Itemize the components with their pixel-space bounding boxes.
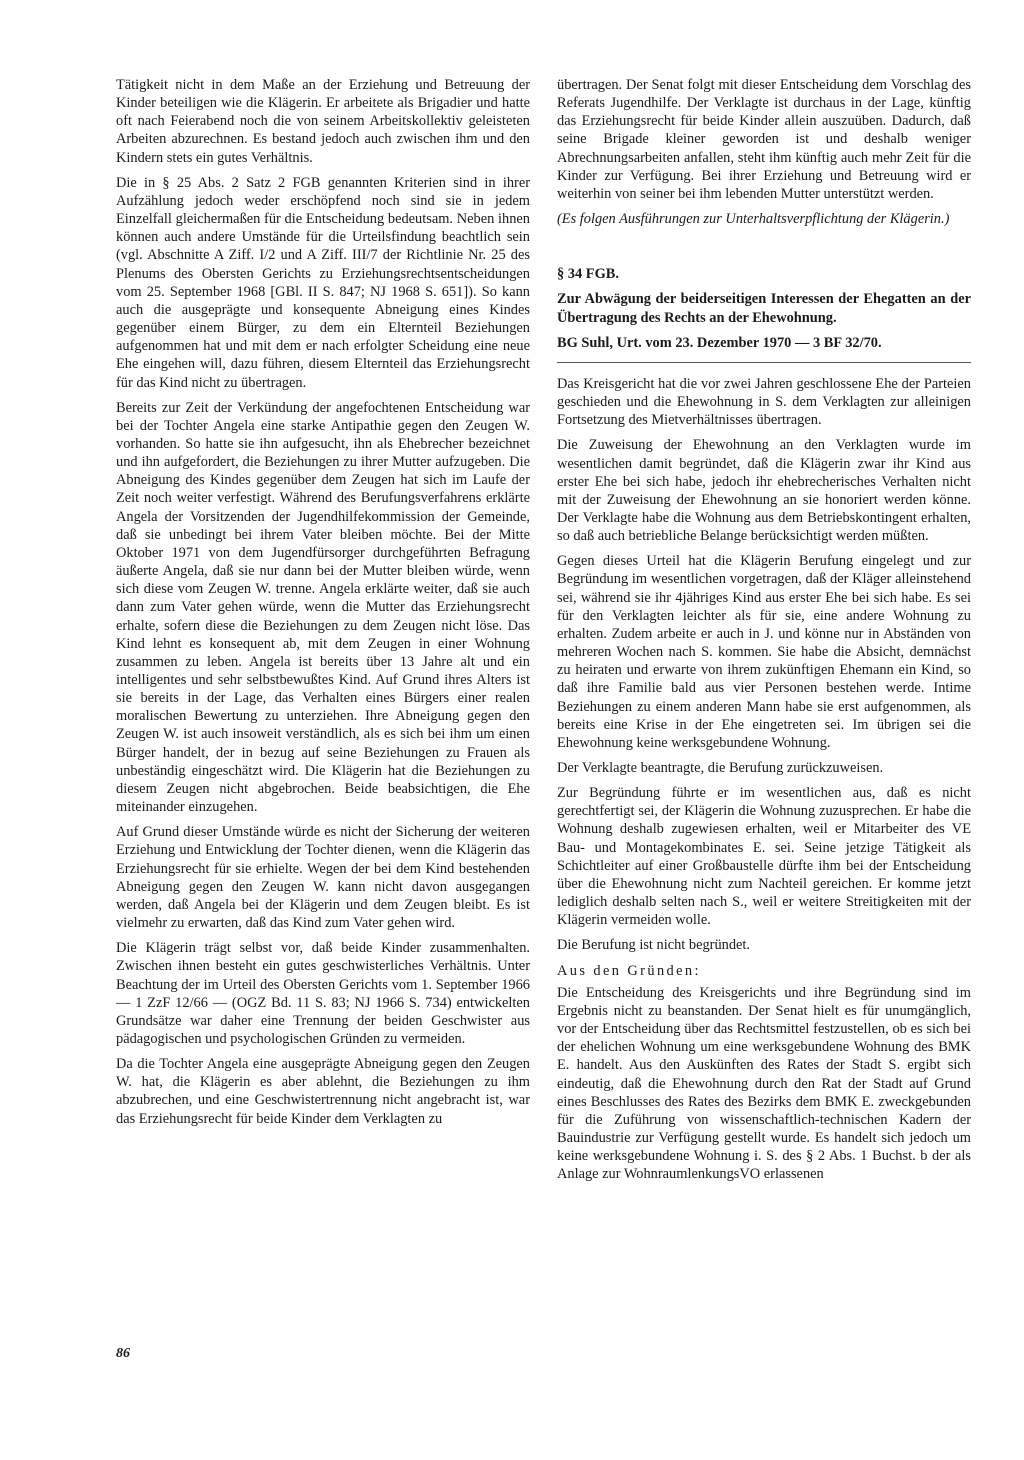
right-paragraph-2: Die Zuweisung der Ehewohnung an den Verklagten wurde im wesentlichen damit begründet, daß die Klägerin zwar ihr Kind aus erster Ehe bei sich habe, jedoch ihr ehebrecherisches Verhalten nicht mit der Zuweisung der Ehewohnung an sie honoriert werden könne. Der Verklagte habe die Wohnung aus dem Betriebskontingent erhalten, so daß auch betriebliche Belange berücksichtigt werden müßten. <box>557 437 971 545</box>
left-column <box>116 76 530 1135</box>
reasons-heading: Aus den Gründen: <box>557 962 701 979</box>
left-paragraph-2: Die in § 25 Abs. 2 Satz 2 FGB genannten Kriterien sind in ihrer Aufzählung jedoch weder erschöpfend noch sind sie in jedem Einzelfall gleichermaßen für die Entscheidung bedeutsam. Neben ihnen können auch andere Umstände für die Urteilsfindung beachtlich sein (vgl. Abschnitte A Ziff. I/2 und A Ziff. III/7 der Richtlinie Nr. 25 des Plenums des Obersten Gerichts zu Erziehungsrechtsentscheidungen vom 25. September 1968 [GBl. II S. 847; NJ 1968 S. 651]). So kann auch die ausgeprägte und konsequente Abneigung eines Kindes gegenüber einem Bürger, zu dem ein Elternteil Beziehungen aufgenommen hat und mit dem er nach erfolgter Scheidung eine neue Ehe eingehen will, dazu führen, diesem Elternteil das Erziehungsrecht für das Kind nicht zu übertragen. <box>116 174 530 391</box>
left-paragraph-5: Die Klägerin trägt selbst vor, daß beide Kinder zusammenhalten. Zwischen ihnen besteht ein gutes geschwisterliches Verhältnis. Unter Beachtung der im Urteil des Obersten Gerichts vom 1. September 1966 — 1 ZzF 12/66 — (OGZ Bd. 11 S. 83; NJ 1966 S. 734) entwickelten Grundsätze war daher eine Trennung der beiden Geschwister aus pädagogischen und psychologischen Gründen zu vermeiden. <box>116 940 530 1047</box>
case-citation: BG Suhl, Urt. vom 23. Dezember 1970 — 3 BF 32/70. <box>557 334 882 351</box>
section-divider <box>557 362 971 363</box>
headnote: Zur Abwägung der beiderseitigen Interessen der Ehegatten an der Übertragung des Rechts an der Ehewohnung. <box>557 291 971 326</box>
right-paragraph-3: Gegen dieses Urteil hat die Klägerin Berufung eingelegt und zur Begründung im wesentlichen vorgetragen, daß der Kläger alleinstehend sei, während sie ihr 4jähriges Kind aus erster Ehe bei sich habe. Es sei für den Verklagten leichter als für sie, eine andere Wohnung zu erhalten. Zudem arbeite er auch in J. und könne nur in Abständen von mehreren Wochen nach S. kommen. Sie habe die Absicht, demnächst zu heiraten und erwarte von ihrem zukünftigen Ehemann ein Kind, so daß ihre Familie bald aus vier Personen bestehen werde. Intime Beziehungen zu einem anderen Mann habe sie erst aufgenommen, als bereits eine Krise in der Ehe eingetreten sei. Im übrigen sei die Ehewohnung keine werksgebundene Wohnung. <box>557 553 971 751</box>
left-paragraph-4: Auf Grund dieser Umstände würde es nicht der Sicherung der weiteren Erziehung und Entwicklung der Tochter dienen, wenn die Klägerin das Erziehungsrecht für sie erhielte. Wegen der bei dem Kind bestehenden Abneigung gegen den Zeugen W. kann nicht davon ausgegangen werden, daß Angela bei der Klägerin und dem Zeugen bleibt. Es ist vielmehr zu erwarten, daß das Kind zum Vater gehen wird. <box>116 824 530 932</box>
page-number: 86 <box>116 1346 130 1361</box>
section-heading: § 34 FGB. <box>557 266 619 283</box>
reasons-paragraph: Die Entscheidung des Kreisgerichts und ihre Begründung sind im Ergebnis nicht zu beanstanden. Der Senat hielt es für unumgänglich, vor der Entscheidung über das Rechtsmittel festzustellen, ob es sich bei der ehelichen Wohnung um eine werksgebundene Wohnung des BMK E. handelt. Aus den Auskünften des Rates der Stadt S. ergibt sich eindeutig, daß die Ehewohnung durch den Rat der Stadt auf Grund eines Beschlusses des Rates des Bezirks dem BMK E. zweckgebunden für die Zuführung von wissenschaftlich-technischen Kadern der Bauindustrie zur Verfügung gestellt wurde. Es handelt sich jedoch um keine werksgebundene Wohnung i. S. des § 2 Abs. 1 Buchst. b der als Anlage zur WohnraumlenkungsVO erlassenen <box>557 984 971 1183</box>
right-paragraph-1: Das Kreisgericht hat die vor zwei Jahren geschlossene Ehe der Parteien geschieden und die Ehewohnung in S. dem Verklagten zur alleinigen Fortsetzung des Mietverhältnisses übertragen. <box>557 375 971 429</box>
right-intro-paragraph: übertragen. Der Senat folgt mit dieser Entscheidung dem Vorschlag des Referats Jugendhilfe. Der Verklagte ist durchaus in der Lage, künftig das Erziehungsrecht für beide Kinder allein auszuüben. Dadurch, daß seine Brigade kleiner geworden ist und deshalb weniger Abrechnungsarbeiten anfallen, steht ihm künftig auch mehr Zeit für die Kinder zur Verfügung. Bei ihrer Erziehung und Betreuung wird er weiterhin von seiner bei ihm lebenden Mutter unterstützt werden. <box>557 77 971 202</box>
section-gap <box>557 235 971 265</box>
left-paragraph-3: Bereits zur Zeit der Verkündung der angefochtenen Entscheidung war bei der Tochter Angela eine starke Antipathie gegen den Zeugen W. vorhanden. So hatte sie ihn aufgesucht, ihn als Ehebrecher bezeichnet und ihn aufgefordert, die Beziehungen zu ihrer Mutter aufzugeben. Die Abneigung des Kindes gegenüber dem Zeugen hat sich im Laufe der Zeit noch weiter verfestigt. Während des Berufungsverfahrens erklärte Angela der Vorsitzenden der Jugendhilfekommission der Gemeinde, daß sie unbedingt bei ihrem Vater bleiben möchte. Bei der Mitte Oktober 1971 von dem Jugendfürsorger durchgeführten Befragung äußerte Angela, daß sie nur dann bei der Mutter bleiben würde, wenn sich diese vom Zeugen W. trenne. Angela erklärte weiter, daß sie auch dann zum Vater gehen würde, wenn die Mutter das Erziehungsrecht erhalte, sofern diese die Beziehungen zu dem Zeugen nicht löse. Das Kind lehnt es konsequent ab, mit dem Zeugen in einer Wohnung zusammen zu leben. Angela ist bereits über 13 Jahre alt und ein intelligentes und sehr selbstbewußtes Kind. Auf Grund ihres Alters ist sie bereits in der Lage, das Verhalten eines Bürgers einer realen moralischen Bewertung zu unterziehen. Ihre Abneigung gegen den Zeugen W. ist auch insoweit verständlich, als es sich bei ihm um einen Bürger handelt, der in bezug auf seine Beziehungen zu Frauen als unbeständig eingeschätzt wird. Die Klägerin hat die Beziehungen zu diesem Zeugen nicht abgebrochen. Beide beabsichtigen, die Ehe miteinander einzugehen. <box>116 399 530 816</box>
right-column <box>557 76 971 1190</box>
right-paragraph-5: Zur Begründung führte er im wesentlichen aus, daß es nicht gerechtfertigt sei, der Klägerin die Wohnung zuzusprechen. Er habe die Wohnung deshalb zugewiesen erhalten, weil er Mitarbeiter des VE Bau- und Montagekombinates E. sei. Seine jetzige Tätigkeit als Schichtleiter auf einer Großbaustelle dürfte ihm bei der Entscheidung über die Ehewohnung nicht zum Nachteil gereichen. Er komme jetzt lediglich deshalb selten nach S., weil er weitere Streitigkeiten mit der Klägerin vermeiden wolle. <box>557 785 971 929</box>
right-paragraph-6: Die Berufung ist nicht begründet. <box>557 937 751 954</box>
italic-note: (Es folgen Ausführungen zur Unterhaltsverpflichtung der Klägerin.) <box>557 211 950 228</box>
right-paragraph-4: Der Verklagte beantragte, die Berufung zurückzuweisen. <box>557 760 884 776</box>
left-paragraph-6: Da die Tochter Angela eine ausgeprägte Abneigung gegen den Zeugen W. hat, die Klägerin es aber ablehnt, die Beziehungen zu ihm abzubrechen, und eine Geschwistertrennung nicht angebracht ist, war das Erziehungsrecht für beide Kinder dem Verklagten zu <box>116 1056 530 1127</box>
left-paragraph-1: Tätigkeit nicht in dem Maße an der Erziehung und Betreuung der Kinder beteiligen wie die Klägerin. Er arbeitete als Brigadier und hatte oft nach Feierabend noch die von seinem Arbeitskollektiv geleisteten Arbeiten abzurechnen. Es bestand jedoch auch zwischen ihm und den Kindern stets ein gutes Verhältnis. <box>116 77 530 166</box>
